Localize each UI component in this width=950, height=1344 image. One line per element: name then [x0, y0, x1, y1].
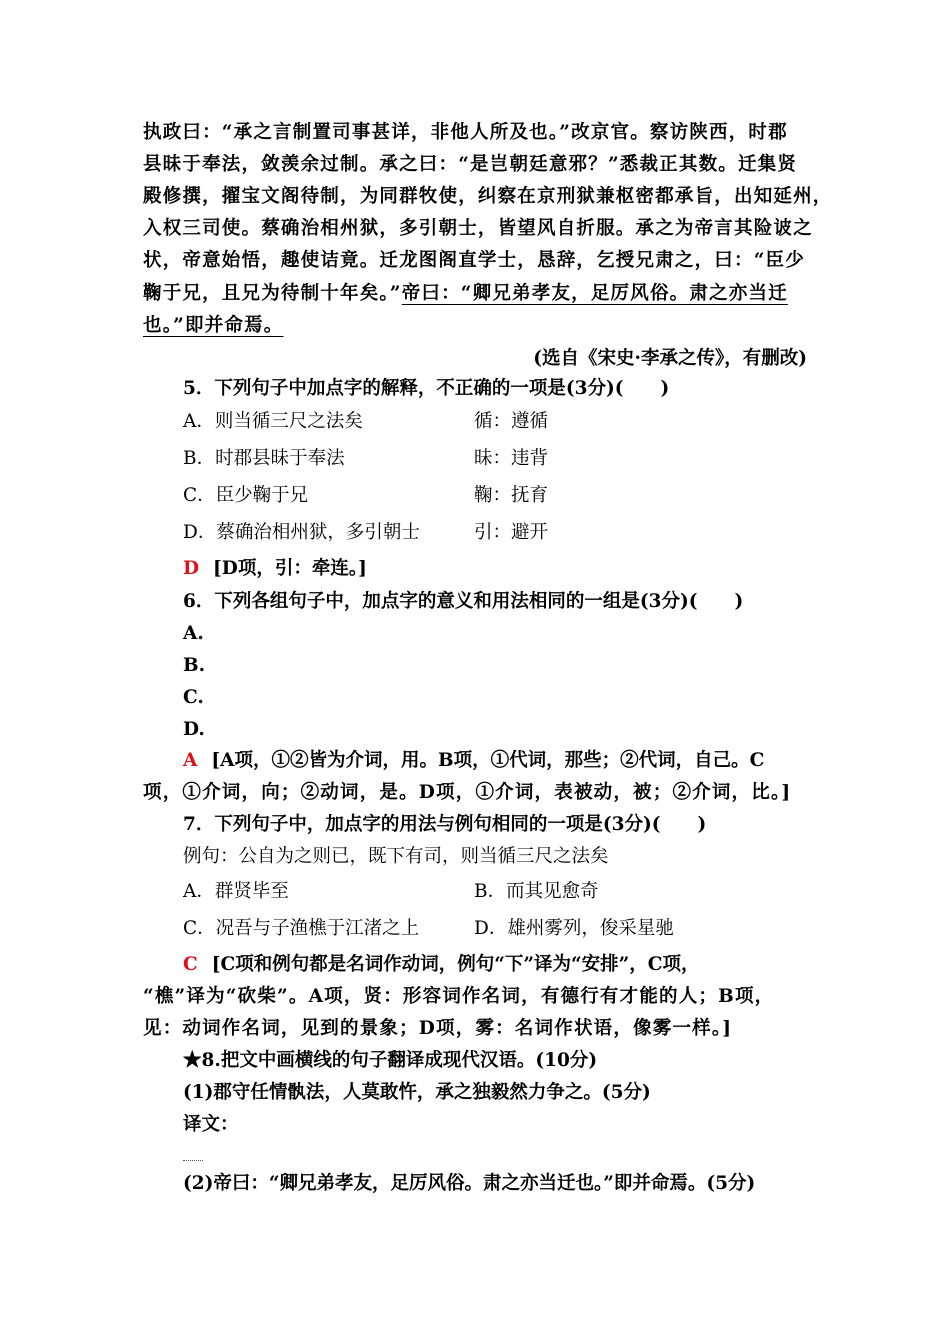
answer-line [183, 953, 700, 977]
passage-line: 执政曰：“承之言制置司事甚详，非他人所及也。”改京官。察访陕西，时郡 [143, 122, 788, 143]
passage-line: 殿修撰，擢宝文阁待制，为同群牧使，纠察在京刑狱兼枢密都承旨，出知延州， [143, 186, 833, 207]
option-d-gloss: 引：避开 [474, 522, 549, 543]
question-stem: 7．下列句子中，加点字的用法与例句相同的一项是(3分)( ) [183, 814, 707, 835]
passage-text: 鞠于兄，且兄为待制十年矣。” [143, 283, 402, 304]
option-b: B．时郡县昧于奉法 [183, 448, 345, 469]
answer-letter: A [183, 750, 198, 771]
option-d: D．雄州雾列，俊采星驰 [474, 918, 674, 939]
sub-question: (2)帝曰：“卿兄弟孝友，足厉风俗。肃之亦当迁也。”即并命焉。(5分) [183, 1173, 756, 1194]
answer-explanation: [A项，①②皆为介词，用。B项，①代词，那些；②代词，自己。C [211, 750, 765, 771]
option-c: C．况吾与子渔樵于江渚之上 [183, 918, 420, 939]
option-c: C．臣少鞠于兄 [183, 485, 309, 506]
passage-line: 县昧于奉法，敛羡余过制。承之曰：“是岂朝廷意邪？”悉裁正其数。迁集贤 [143, 154, 798, 175]
option-a: A. [183, 623, 204, 644]
answer-line [183, 749, 764, 773]
answer-line [183, 557, 367, 581]
underlined-sentence: 也。”即并命焉。 [143, 315, 284, 336]
question-stem: 6．下列各组句子中，加点字的意义和用法相同的一组是(3分)( ) [183, 591, 744, 612]
option-b-gloss: 昧：违背 [474, 448, 549, 469]
passage-line: 状，帝意始悟，趣使诘竟。迁龙图阁直学士，恳辞，乞授兄肃之，曰：“臣少 [143, 250, 805, 271]
option-a: A．群贤毕至 [183, 881, 289, 902]
answer-letter: D [183, 558, 200, 579]
underlined-sentence: 帝曰：“卿兄弟孝友，足厉风俗。肃之亦当迁 [401, 283, 788, 304]
example-sentence: 例句：公自为之则已，既下有司，则当循三尺之法矣 [183, 846, 609, 867]
answer-explanation: “樵”译为“砍柴”。A项，贤：形容词作名词，有德行有才能的人；B项， [143, 986, 775, 1007]
answer-letter: C [183, 954, 198, 975]
option-a-gloss: 循：遵循 [474, 411, 549, 432]
source-citation: (选自《宋史·李承之传》，有删改) [533, 348, 807, 369]
sub-question: (1)郡守任情骫法，人莫敢忤，承之独毅然力争之。(5分) [183, 1082, 651, 1103]
option-d: D．蔡确治相州狱，多引朝士 [183, 522, 420, 543]
answer-explanation: 见：动词作名词，见到的景象；D项，雾：名词作状语，像雾一样。] [143, 1018, 733, 1039]
option-b: B．而其见愈奇 [474, 881, 599, 902]
answer-blank [183, 1160, 203, 1161]
answer-explanation: [D项，引：牵连。] [213, 558, 367, 579]
option-c: C. [183, 687, 204, 708]
option-d: D. [183, 719, 205, 740]
option-a: A．则当循三尺之法矣 [183, 411, 363, 432]
question-stem: ★8.把文中画横线的句子翻译成现代汉语。(10分) [183, 1050, 598, 1071]
answer-explanation: 项，①介词，向；②动词，是。D项，①介词，表被动，被；②介词，比。] [143, 782, 792, 803]
translation-label: 译文： [183, 1114, 239, 1135]
option-b: B. [183, 655, 206, 676]
passage-line [143, 282, 788, 306]
answer-explanation: [C项和例句都是名词作动词，例句“下”译为“安排”，C项， [211, 954, 700, 975]
passage-line: 入权三司使。蔡确治相州狱，多引朝士，皆望风自折服。承之为帝言其险诐之 [143, 218, 813, 239]
option-c-gloss: 鞠：抚育 [474, 485, 549, 506]
question-stem: 5．下列句子中加点字的解释，不正确的一项是(3分)( ) [183, 378, 670, 399]
passage-line [143, 314, 284, 338]
